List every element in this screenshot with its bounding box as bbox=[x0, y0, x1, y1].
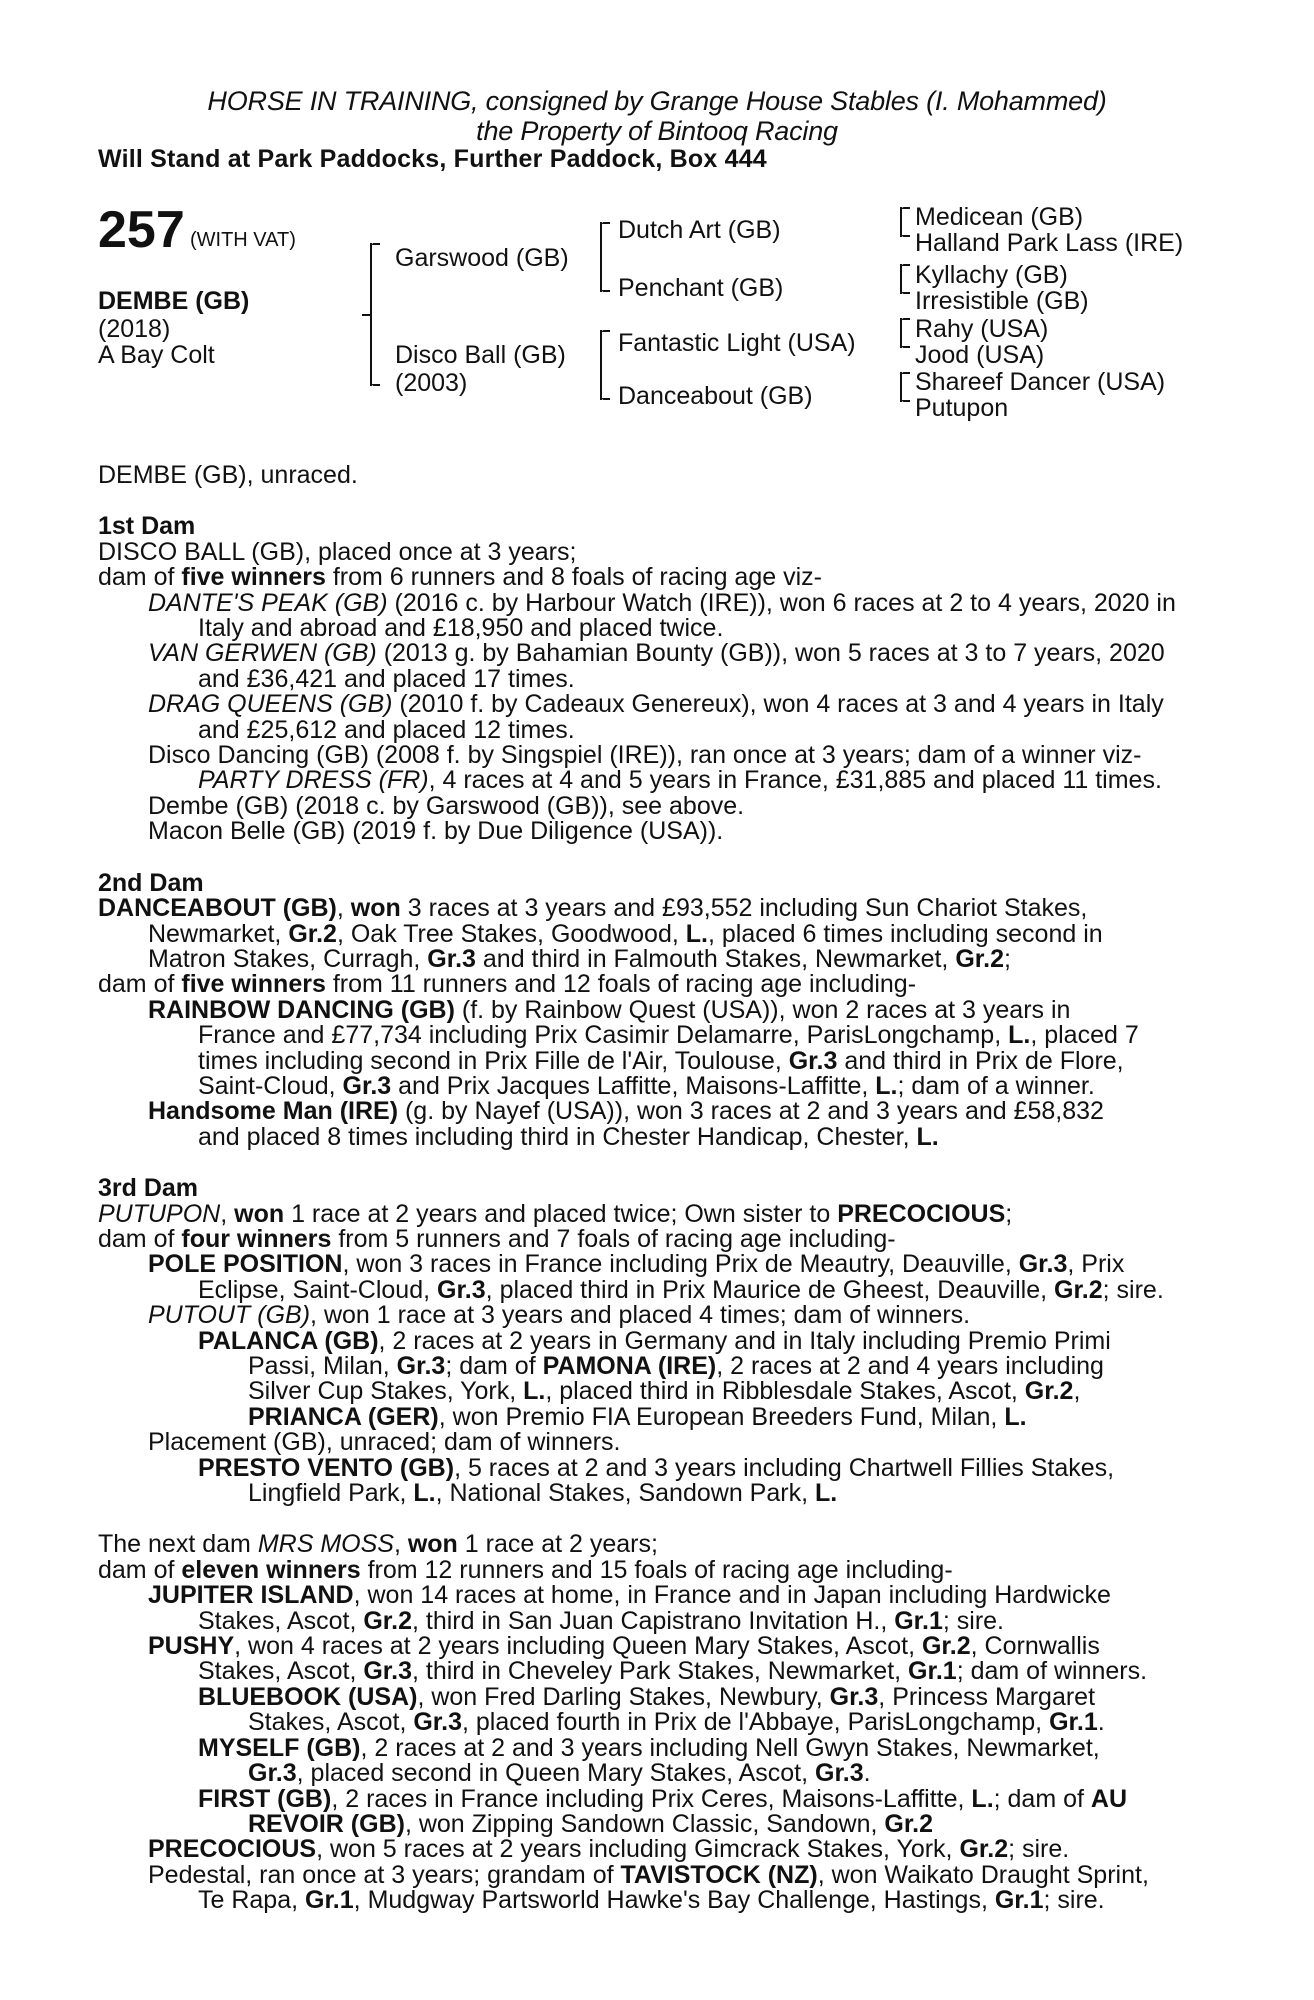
pedigree-dam: Disco Ball (GB) bbox=[395, 341, 566, 369]
next-dam-runner-cont: Te Rapa, Gr.1, Mudgway Partsworld Hawke's Bay Challenge, Hastings, Gr.1; sire. bbox=[198, 1886, 1105, 1915]
dam3-grandchild-cont: PRIANCA (GER), won Premio FIA European Breeders Fund, Milan, L. bbox=[248, 1402, 1027, 1431]
pedigree-dds: Shareef Dancer (USA) bbox=[915, 368, 1166, 396]
next-dam-grandchild: FIRST (GB), 2 races in France including Prix Ceres, Maisons-Laffitte, L.; dam of AU bbox=[198, 1784, 1128, 1813]
next-dam-line: dam of eleven winners from 12 runners and 15 foals of racing age including- bbox=[98, 1555, 953, 1584]
dam1-runner: DANTE'S PEAK (GB) (2016 c. by Harbour Watch (IRE)), won 6 races at 2 to 4 years, 2020 in bbox=[148, 588, 1176, 617]
pedigree-ddd: Putupon bbox=[915, 394, 1009, 422]
dam1-line: DISCO BALL (GB), placed once at 3 years; bbox=[98, 537, 577, 566]
property-line: the Property of Bintooq Racing bbox=[476, 116, 838, 146]
dam2-runner-cont: Saint-Cloud, Gr.3 and Prix Jacques Laffitte, Maisons-Laffitte, L.; dam of a winner. bbox=[198, 1071, 1095, 1100]
pedigree-dsd: Jood (USA) bbox=[915, 341, 1045, 369]
dam2-runner: Handsome Man (IRE) (g. by Nayef (USA)), won 3 races at 2 and 3 years and £58,832 bbox=[148, 1097, 1104, 1126]
next-dam-runner: Pedestal, ran once at 3 years; grandam of TAVISTOCK (NZ), won Waikato Draught Sprint, bbox=[148, 1860, 1149, 1889]
next-dam-grandchild-cont: Stakes, Ascot, Gr.3, placed fourth in Prix de l'Abbaye, ParisLongchamp, Gr.1. bbox=[248, 1708, 1105, 1737]
dam2-line: Matron Stakes, Curragh, Gr.3 and third in Falmouth Stakes, Newmarket, Gr.2; bbox=[148, 944, 1011, 973]
next-dam-grandchild: MYSELF (GB), 2 races at 2 and 3 years including Nell Gwyn Stakes, Newmarket, bbox=[198, 1733, 1100, 1762]
pedigree-brace-sire bbox=[600, 222, 602, 292]
dam3-runner: PUTOUT (GB), won 1 race at 3 years and placed 4 times; dam of winners. bbox=[148, 1301, 971, 1330]
pedigree-brace-main bbox=[370, 243, 372, 386]
catalogue-header: HORSE IN TRAINING, consigned by Grange House Stables (I. Mohammed) bbox=[207, 86, 1107, 116]
foaling-year: (2018) bbox=[98, 315, 171, 343]
lot-number: 257 bbox=[98, 201, 185, 259]
dam1-runner: VAN GERWEN (GB) (2013 g. by Bahamian Bounty (GB)), won 5 races at 3 to 7 years, 2020 bbox=[148, 639, 1165, 668]
dam2-line: Newmarket, Gr.2, Oak Tree Stakes, Goodwood, L., placed 6 times including second in bbox=[148, 919, 1103, 948]
dam1-runner-cont: and £25,612 and placed 12 times. bbox=[198, 715, 575, 744]
stand-location: Will Stand at Park Paddocks, Further Paddock, Box 444 bbox=[98, 145, 767, 173]
pedigree-dam-dam: Danceabout (GB) bbox=[618, 382, 813, 410]
horse-description: A Bay Colt bbox=[98, 341, 215, 369]
next-dam-runner-cont: Stakes, Ascot, Gr.3, third in Cheveley Park Stakes, Newmarket, Gr.1; dam of winners. bbox=[198, 1657, 1148, 1686]
dam2-runner-cont: times including second in Prix Fille de l'Air, Toulouse, Gr.3 and third in Prix de Flore, bbox=[198, 1046, 1124, 1075]
dam1-runner: Dembe (GB) (2018 c. by Garswood (GB)), see above. bbox=[148, 791, 745, 820]
dam3-grandchild: PALANCA (GB), 2 races at 2 years in Germany and in Italy including Premio Primi bbox=[198, 1326, 1111, 1355]
pedigree-sds: Kyllachy (GB) bbox=[915, 261, 1068, 289]
pedigree-dam-sire: Fantastic Light (USA) bbox=[618, 329, 856, 357]
produce-record bbox=[98, 463, 1202, 1914]
pedigree-brace-sd bbox=[900, 264, 902, 294]
next-dam-runner-cont: Stakes, Ascot, Gr.2, third in San Juan Capistrano Invitation H., Gr.1; sire. bbox=[198, 1606, 1004, 1635]
dam1-runner: Disco Dancing (GB) (2008 f. by Singspiel (IRE)), ran once at 3 years; dam of a winner viz- bbox=[148, 741, 1142, 770]
dam2-runner-cont: France and £77,734 including Prix Casimir Delamarre, ParisLongchamp, L., placed 7 bbox=[198, 1021, 1139, 1050]
pedigree-dss: Rahy (USA) bbox=[915, 315, 1049, 343]
pedigree-brace-dam bbox=[600, 330, 602, 400]
dam3-runner: POLE POSITION, won 3 races in France including Prix de Meautry, Deauville, Gr.3, Prix bbox=[148, 1250, 1125, 1279]
dam3-line: PUTUPON, won 1 race at 2 years and placed twice; Own sister to PRECOCIOUS; bbox=[98, 1199, 1013, 1228]
dam2-line: dam of five winners from 11 runners and 12 foals of racing age including- bbox=[98, 970, 917, 999]
dam3-grandchild-cont: Silver Cup Stakes, York, L., placed third in Ribblesdale Stakes, Ascot, Gr.2, bbox=[248, 1377, 1081, 1406]
pedigree-sire: Garswood (GB) bbox=[395, 244, 569, 272]
vat-label: (WITH VAT) bbox=[190, 229, 296, 251]
pedigree-brace-ss bbox=[900, 207, 902, 237]
pedigree-brace-ds bbox=[900, 318, 902, 348]
pedigree-brace-dd bbox=[900, 372, 902, 402]
pedigree-sdd: Irresistible (GB) bbox=[915, 287, 1089, 315]
pedigree-dam-year: (2003) bbox=[395, 369, 468, 397]
brace-tick bbox=[362, 314, 370, 316]
dam1-runner: Macon Belle (GB) (2019 f. by Due Diligence (USA)). bbox=[148, 817, 724, 846]
next-dam-line: The next dam MRS MOSS, won 1 race at 2 years; bbox=[98, 1530, 658, 1559]
dam2-runner: RAINBOW DANCING (GB) (f. by Rainbow Quest (USA)), won 2 races at 3 years in bbox=[148, 995, 1071, 1024]
dam1-runner-cont: PARTY DRESS (FR), 4 races at 4 and 5 years in France, £31,885 and placed 11 times. bbox=[198, 766, 1162, 795]
dam1-line: dam of five winners from 6 runners and 8 foals of racing age viz- bbox=[98, 563, 822, 592]
pedigree-ssd: Halland Park Lass (IRE) bbox=[915, 229, 1184, 257]
next-dam-grandchild: BLUEBOOK (USA), won Fred Darling Stakes, Newbury, Gr.3, Princess Margaret bbox=[198, 1682, 1096, 1711]
dam3-grandchild-cont: Lingfield Park, L., National Stakes, Sandown Park, L. bbox=[248, 1479, 838, 1508]
dam3-grandchild: PRESTO VENTO (GB), 5 races at 2 and 3 years including Chartwell Fillies Stakes, bbox=[198, 1453, 1115, 1482]
next-dam-runner: JUPITER ISLAND, won 14 races at home, in France and in Japan including Hardwicke bbox=[148, 1581, 1111, 1610]
pedigree-sire-dam: Penchant (GB) bbox=[618, 274, 784, 302]
next-dam-grandchild-cont: Gr.3, placed second in Queen Mary Stakes, Ascot, Gr.3. bbox=[248, 1759, 871, 1788]
next-dam-runner: PRECOCIOUS, won 5 races at 2 years including Gimcrack Stakes, York, Gr.2; sire. bbox=[148, 1835, 1070, 1864]
dam1-runner-cont: Italy and abroad and £18,950 and placed twice. bbox=[198, 614, 724, 643]
dam1-runner: DRAG QUEENS (GB) (2010 f. by Cadeaux Genereux), won 4 races at 3 and 4 years in Italy bbox=[148, 690, 1164, 719]
horse-name: DEMBE (GB) bbox=[98, 287, 250, 315]
second-dam-heading: 2nd Dam bbox=[98, 868, 204, 897]
dam2-runner-cont: and placed 8 times including third in Chester Handicap, Chester, L. bbox=[198, 1122, 939, 1151]
dam3-runner-cont: Eclipse, Saint-Cloud, Gr.3, placed third in Prix Maurice de Gheest, Deauville, Gr.2; sire. bbox=[198, 1275, 1164, 1304]
third-dam-heading: 3rd Dam bbox=[98, 1174, 199, 1203]
unraced-note: DEMBE (GB), unraced. bbox=[98, 461, 358, 489]
next-dam-grandchild-cont: REVOIR (GB), won Zipping Sandown Classic, Sandown, Gr.2 bbox=[248, 1809, 934, 1838]
dam3-grandchild-cont: Passi, Milan, Gr.3; dam of PAMONA (IRE), 2 races at 2 and 4 years including bbox=[248, 1352, 1104, 1380]
dam3-line: dam of four winners from 5 runners and 7 foals of racing age including- bbox=[98, 1224, 896, 1253]
dam2-line: DANCEABOUT (GB), won 3 races at 3 years and £93,552 including Sun Chariot Stakes, bbox=[98, 894, 1088, 923]
first-dam-heading: 1st Dam bbox=[98, 512, 196, 541]
dam3-runner: Placement (GB), unraced; dam of winners. bbox=[148, 1428, 621, 1457]
pedigree-sire-sire: Dutch Art (GB) bbox=[618, 216, 781, 244]
dam1-runner-cont: and £36,421 and placed 17 times. bbox=[198, 664, 575, 693]
next-dam-runner: PUSHY, won 4 races at 2 years including Queen Mary Stakes, Ascot, Gr.2, Cornwallis bbox=[148, 1632, 1100, 1661]
pedigree-sss: Medicean (GB) bbox=[915, 203, 1084, 231]
